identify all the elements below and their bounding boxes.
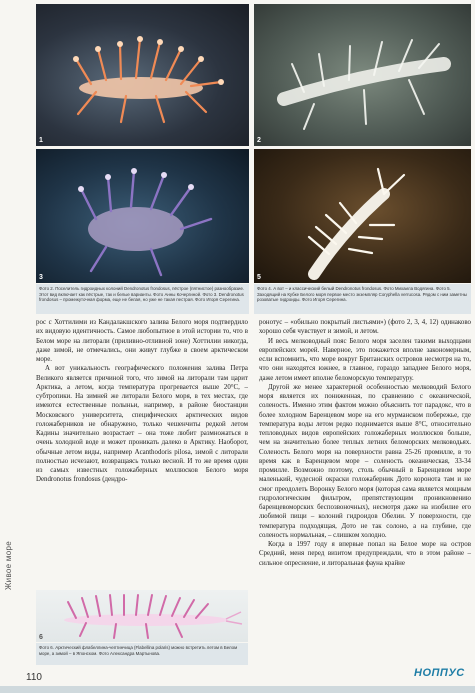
photo-number: 2 <box>257 137 261 144</box>
photo-number: 6 <box>39 634 43 641</box>
photo-nudibranch-coryphella <box>254 149 471 283</box>
magazine-logo: НОППУС <box>414 667 465 679</box>
article-column-2 <box>259 318 471 683</box>
photo-number: 3 <box>39 274 43 281</box>
bottom-bar <box>0 686 475 693</box>
paragraph: Когда в 1997 году я впервые попал на Белое море на остров Средний, меня перед визитом предупреждали, что в этом районе – сильное опреснение, и литоральная фауна крайне <box>259 541 471 567</box>
nudibranch-violet-illustration <box>36 149 249 283</box>
paragraph: Другой же менее характерной особенностью мелководий Белого моря является их пониженная, по сравнению с океанической, соленость. Именно этим фактом можно объяснить тот парадокс, что в более холодном Баренцевом море на его мурманском побережье, где температура воды летом редко поднимается выше 8°С, относительно тепловодных видов европейских голожаберных моллюсков больше, чем на значительно более теплых летних беломорских мелководьях. Соленость Белого моря на поверхности равна 25-26 промилле, в то время как в Баренцевом море – соленость океаническая, 33-34 промилле. Возможно поэтому, столь обычный в Баренцевом море маленький, чудесной окраски голожаберник Дото коронота там и не смог преодолеть Воронку Белого моря (которая сама является мощным гидрологическим фильтром, препятствующим проникновению баренцевоморских беспозвоночных), несмотря даже на изобилие его любимой пищи – колоний гидроидов Обелии. У поверхности, где температура подходящая, Дото не так солоно, а на глубине, где соленость нормальная, – слишком холодно. <box>259 383 471 539</box>
paragraph: И весь мелководный пояс Белого моря заселен такими выходцами европейских морей. Наверное, это покажется вполне закономерным, если вспомнить, что море вокруг Британских островов несмотря на то, что они находятся южнее, в главное, гораздо западнее Белого моря, даже летом имеет вполне беломорскую температуру. <box>259 337 471 382</box>
article-column-1 <box>36 318 248 588</box>
section-label: Живое море <box>4 541 13 590</box>
nudibranch-orange-illustration <box>36 4 249 146</box>
caption-left-text: Фото 2. Поселитель гидроидных колоний Dendronotus frondosus, пёстрое (пятнистое) разнообразие. Этот вид включает как пёстрые, так и белые варианты. Фото Анны Кочергиной. Фото 3. Dendronotus frondosus – промежуточная форма, еще не белая, но уже не такая пестрая. Фото Игоря Серегина. <box>39 286 245 303</box>
photo-flabellina <box>36 590 248 642</box>
caption-bottom-text: Фото 6. Арктический флабеллина-чептинчица (Flabellina polaris) можно встретить летом в Белом море, а зимой – в Японском. Фото Александра Мартынова. <box>39 645 238 656</box>
photo-nudibranch-orange <box>36 4 249 146</box>
paragraph: рос с Хоттилими из Кандалакшского залива Белого моря подтвердило их видовую идентичность. Самое любопытное в этой истории то, что в Белом море на литорали (приливно-отливной зоне) Хоттилии никогда, даже зимой, не отмечались, они живут глубже в своем арктическом море. <box>36 319 248 363</box>
caption-right-text: Фото 4. А вот – и классический белый Dendronotus frondosus. Фото Михаила Водягина. Фото 5. Заходящий на Кубке Белого моря первое место экземпляр Coryphella verrucosa. Рядом с ним заметны розоватые гидроиды. Фото Игоря Серегина. <box>257 286 467 303</box>
caption-bottom <box>36 643 248 665</box>
caption-left <box>36 284 249 314</box>
caption-right <box>254 284 471 314</box>
nudibranch-coryphella-illustration <box>254 149 471 283</box>
photo-nudibranch-violet <box>36 149 249 283</box>
flabellina-illustration <box>36 590 248 642</box>
paragraph: А вот уникальность географического положения залива Петра Великого является причиной того, что зимой на литорали там царит Арктика, а летом, когда температура прогревается выше 20°С, – субтропики. На зимней же литорали Белого моря, в тех местах, где имеются естественные полыньи, например, в районе биостанции Московского университета, специфических арктических видов голожаберников не обнаружено, только чешенчиты редкой летом Кадины значительно возрастает – она тоже любит размножаться в очень холодной воде и может проникать далеко в Арктику. Наоборот, обычные летом виды, например Acanthodoris pilosa, зимой с литорали полностью исчезают, возвращаясь только весной. И то же время один из самых известных голожаберных моллюсков Белого моря Dendronotus frondosus (дендро- <box>36 365 248 484</box>
nudibranch-white-illustration <box>254 4 471 146</box>
photo-nudibranch-white <box>254 4 471 146</box>
photo-number: 1 <box>39 137 43 144</box>
page-number: 110 <box>26 672 42 683</box>
photo-number: 5 <box>257 274 261 281</box>
paragraph: ронотус – «обильно покрытый листьями») (фото 2, 3, 4, 12) одинаково хорошо себя чувствует и зимой, и летом. <box>259 319 471 336</box>
